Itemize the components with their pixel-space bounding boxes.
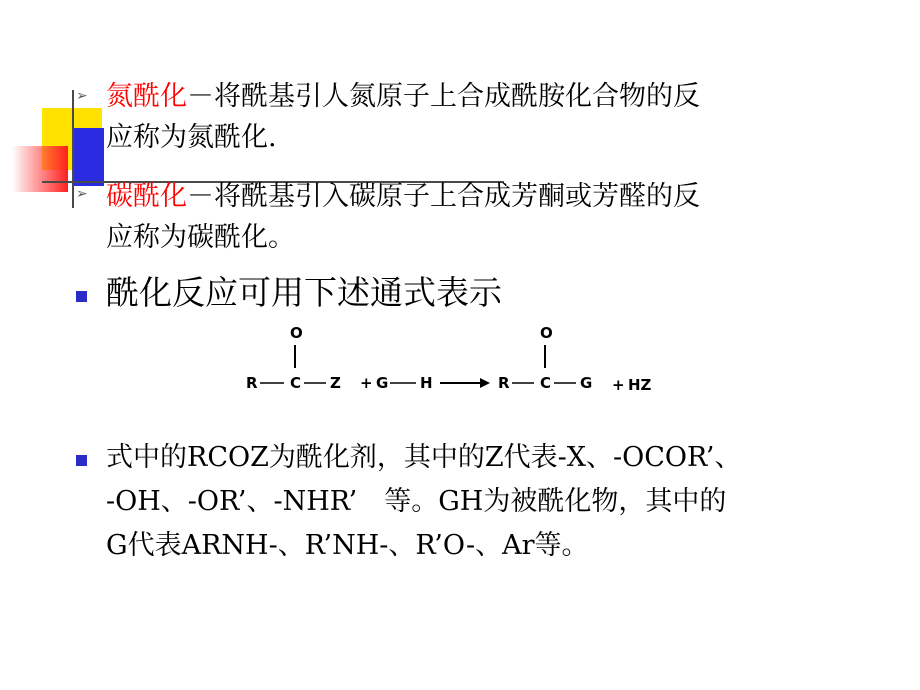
decor-vertical-line [72,90,74,208]
definition-line: 氮酰化－将酰基引人氮原子上合成酰胺化合物的反 [106,81,700,112]
eq-r-left: R [246,374,258,392]
definition-line: 应称为碳酰化。 [106,222,295,253]
eq-z: Z [330,374,341,392]
eq-o-left: O [290,324,303,342]
explanation-line: 式中的RCOZ为酰化剂，其中的Z代表-X、-OCOR’、 [106,442,742,473]
eq-c-left: C [290,374,302,392]
definition-c-acylation [106,176,700,258]
eq-g-right: G [580,374,593,392]
eq-arrow-head-icon [480,378,490,388]
definition-line: 碳酰化－将酰基引入碳原子上合成芳酮或芳醛的反 [106,181,700,212]
explanation-paragraph [106,436,741,568]
eq-c-right: C [540,374,552,392]
term-n-acylation: 氮酰化 [106,81,187,112]
explanation-line: G代表ARNH-、R’NH-、R’O-、Ar等。 [106,530,589,561]
term-c-acylation: 碳酰化 [106,181,187,212]
bullet-arrow-icon: ➢ [76,88,88,104]
decor-red-gradient [12,146,68,192]
bullet-square-icon [76,291,87,302]
eq-h: H [420,374,433,392]
reaction-equation [240,320,670,400]
decor-blue-square [74,128,104,186]
eq-hz: HZ [628,376,652,394]
section-heading: 酰化反应可用下述通式表示 [106,273,502,312]
bullet-square-icon [76,455,87,466]
eq-plus-1: + [360,374,373,392]
definition-line: 应称为氮酰化. [106,122,277,153]
eq-o-right: O [540,324,553,342]
eq-plus-2: + [612,376,625,394]
bullet-arrow-icon: ➢ [76,186,88,202]
eq-r-right: R [498,374,510,392]
eq-g: G [376,374,389,392]
explanation-line: -OH、-OR’、-NHR’ 等。GH为被酰化物，其中的 [106,486,727,517]
definition-n-acylation [106,76,700,158]
